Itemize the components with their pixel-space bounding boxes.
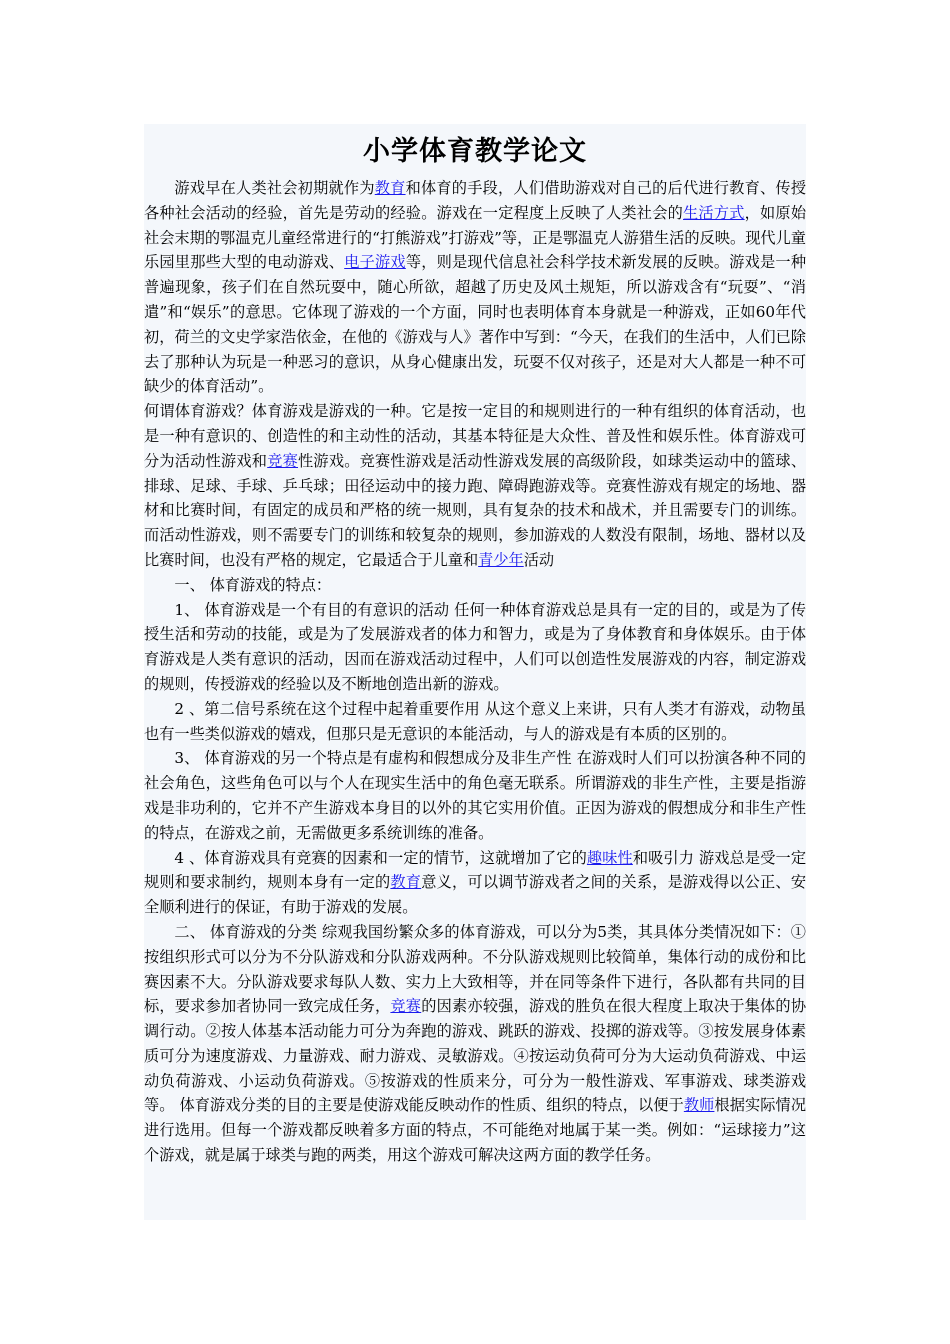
text-run: 二、 体育游戏的分类 综观我国纷繁众多的体育游戏，可以分为5类，其具体分类情况如下：①按组织形式可以分为不分队游戏和分队游戏两种。不分队游戏规则比较简单，集体行动的成份和比赛因素不大。分队游戏要求每队人数、实力上大致相等，并在同等条件下进行，各队都有共同的目标，要求参加者协同一致完成任务，	[144, 922, 806, 1016]
link-competition[interactable]: 竞赛	[267, 451, 299, 470]
text-run: 意义，可以调节游戏者之间的关系，是游戏得以公正、安全顺利进行的保证，有助于游戏的发展。	[144, 873, 807, 917]
link-competition-2[interactable]: 竞赛	[390, 997, 422, 1016]
link-lifestyle[interactable]: 生活方式	[683, 203, 745, 222]
link-video-games[interactable]: 电子游戏	[344, 253, 406, 272]
text-run: 和体育的手段，人们借助游戏对自己的后代进行教育、传授各种社会活动的经验，首先是劳动的经验。游戏在一定程度上反映了人类社会的	[144, 179, 807, 222]
link-education-2[interactable]: 教育	[390, 873, 422, 892]
text-run: 等，则是现代信息社会科学技术新发展的反映。游戏是一种普遍现象，孩子们在自然玩耍中，随心所欲，超越了历史及风土规矩，所以游戏含有“玩耍”、“消遣”和“娱乐”的意思。它体现了游戏的一个方面，同时也表明体育本身就是一种游戏，正如60年代初，荷兰的文史学家浩依金，在他的《游戏与人》著作中写到：“今天，在我们的生活中，人们已除去了那种认为玩是一种恶习的意识，从身心健康出发，玩耍不仅对孩子，还是对大人都是一种不可缺少的体育活动”。	[144, 253, 807, 396]
feature-item-3: 3、 体育游戏的另一个特点是有虚构和假想成分及非生产性 在游戏时人们可以扮演各种不同的社会角色，这些角色可以与个人在现实生活中的角色毫无联系。所谓游戏的非生产性，主要是指游戏是非功利的，它并不产生游戏本身目的以外的其它实用价值。正因为游戏的假想成分和非生产性的特点，在游戏之前，无需做更多系统训练的准备。	[144, 749, 806, 842]
section-heading-features: 一、 体育游戏的特点：	[174, 575, 332, 594]
feature-item-1: 1、 体育游戏是一个有目的有意识的活动 任何一种体育游戏总是具有一定的目的，或是为了传授生活和劳动的技能，或是为了发展游戏者的体力和智力，或是为了身体教育和身体娱乐。由于体育游戏是人类有意识的活动，因而在游戏活动过程中，人们可以创造性发展游戏的内容，制定游戏的规则，传授游戏的经验以及不断地创造出新的游戏。	[144, 600, 806, 693]
text-run: ，如原始社会末期的鄂温克儿童经常进行的“打熊游戏”打游戏”等，正是鄂温克人游猎生活的反映。现代儿童乐园里那些大型的电动游戏、	[144, 203, 807, 272]
article-body	[144, 176, 806, 1168]
section-classification	[144, 920, 806, 1168]
text-run: 何谓体育游戏？体育游戏是游戏的一种。它是按一定目的和规则进行的一种有组织的体育活动，也是一种有意识的、创造性的和主动性的活动，其基本特征是大众性、普及性和娱乐性。体育游戏可分为活动性游戏和	[144, 402, 806, 470]
link-youth[interactable]: 青少年	[478, 550, 524, 569]
text-run: 和吸引力 游戏总是受一定规则和要求制约，规则本身有一定的	[144, 848, 807, 892]
document-page	[144, 124, 806, 1220]
text-run: 活动	[523, 550, 555, 569]
feature-item-4	[144, 846, 806, 920]
text-run: 4 、体育游戏具有竞赛的因素和一定的情节，这就增加了它的	[174, 848, 587, 867]
page-title: 小学体育教学论文	[363, 136, 587, 167]
paragraph-intro	[144, 176, 806, 399]
text-run: 性游戏。竞赛性游戏是活动性游戏发展的高级阶段，如球类运动中的篮球、排球、足球、手球、乒乓球；田径运动中的接力跑、障碍跑游戏等。竞赛性游戏有规定的场地、器材和比赛时间，有固定的成员和严格的统一规则，具有复杂的技术和战术，并且需要专门的训练。而活动性游戏，则不需要专门的训练和较复杂的规则，参加游戏的人数没有限制，场地、器材以及比赛时间，也没有严格的规定，它最适合于儿童和	[144, 451, 807, 569]
link-teacher[interactable]: 教师	[683, 1096, 715, 1115]
text-run: 游戏早在人类社会初期就作为	[174, 179, 375, 197]
link-education[interactable]: 教育	[374, 179, 406, 197]
feature-item-2: 2 、第二信号系统在这个过程中起着重要作用 从这个意义上来讲，只有人类才有游戏，动物虽也有一些类似游戏的嬉戏，但那只是无意识的本能活动，与人的游戏是有本质的区别的。	[144, 699, 806, 743]
text-run: 的因素亦较强，游戏的胜负在很大程度上取决于集体的协调行动。②按人体基本活动能力可分为奔跑的游戏、跳跃的游戏、投掷的游戏等。③按发展身体素质可分为速度游戏、力量游戏、耐力游戏、灵敏游戏。④按运动负荷可分为大运动负荷游戏、中运动负荷游戏、小运动负荷游戏。⑤按游戏的性质来分，可分为一般性游戏、军事游戏、球类游戏等。 体育游戏分类的目的主要是使游戏能反映动作的性质、组织的特点，以便于	[144, 997, 807, 1115]
text-run: 根据实际情况进行选用。但每一个游戏都反映着多方面的特点，不可能绝对地属于某一类。例如：“运球接力”这个游戏，就是属于球类与跑的两类，用这个游戏可解决这两方面的教学任务。	[144, 1096, 807, 1165]
paragraph-definition	[144, 399, 806, 573]
link-interest[interactable]: 趣味性	[586, 848, 633, 867]
